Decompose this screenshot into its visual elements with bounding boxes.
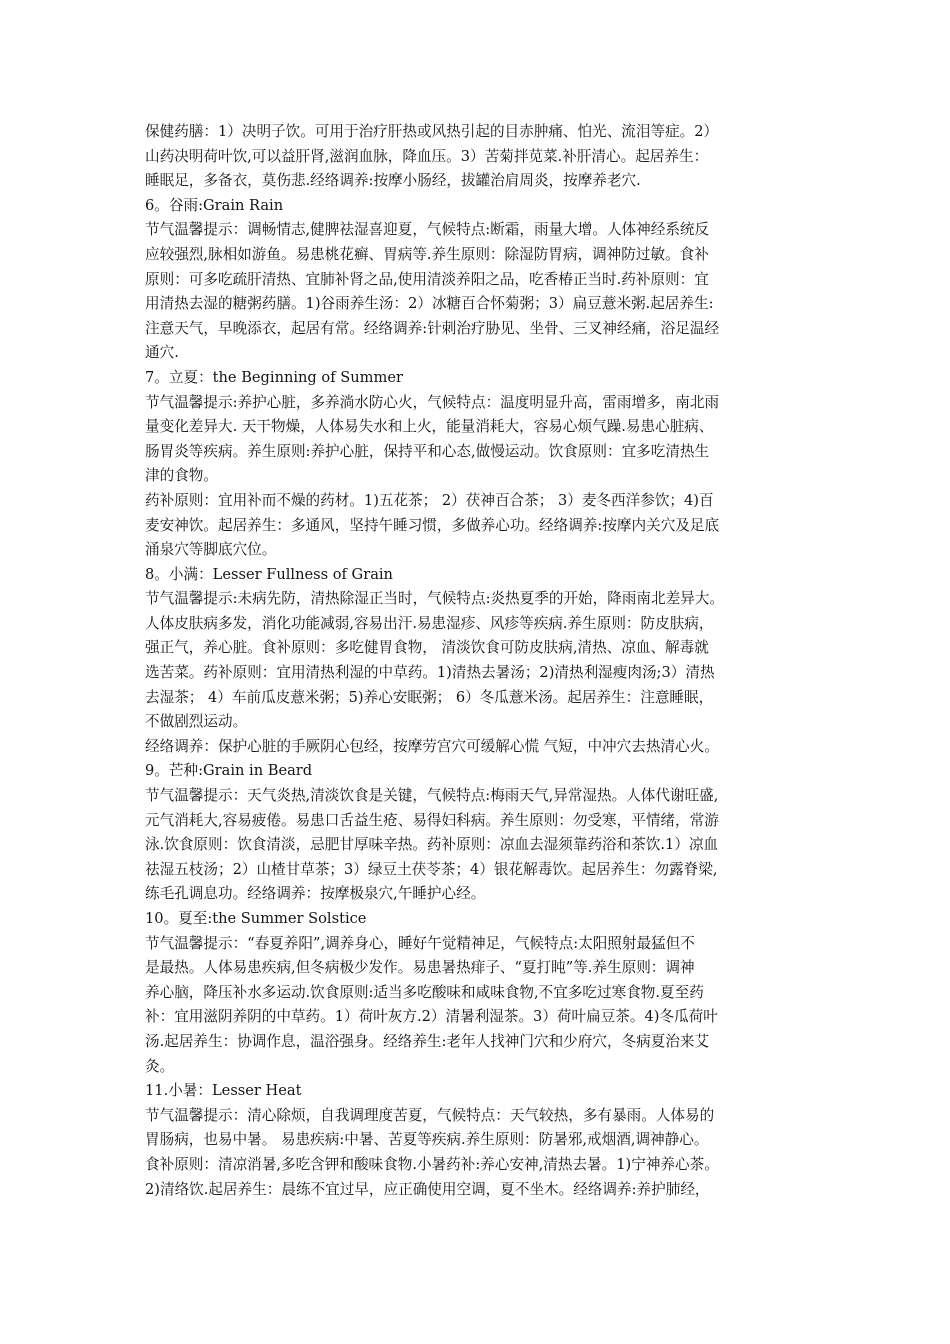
text-line: 山药决明荷叶饮,可以益肝肾,滋润血脉，降血压。3）苦菊拌苋菜.补肝清心。起居养生： — [145, 147, 709, 165]
text-line: 祛湿五枝汤；2）山楂甘草茶；3）绿豆土茯苓茶；4）银花解毒饮。起居养生：勿露脊梁, — [145, 860, 718, 878]
text-line: 节气温馨提示：调畅情志,健脾祛湿喜迎夏，气候特点:断霜，雨量大增。人体神经系统反 — [145, 221, 710, 239]
text-line: 通穴. — [145, 344, 179, 362]
text-line: 练毛孔调息功。经络调养：按摩极泉穴,午睡护心经。 — [145, 885, 486, 903]
text-line: 不做剧烈运动。 — [145, 713, 248, 731]
text-line: 补：宜用滋阴养阴的中草药。1）荷叶灰方.2）清暑利湿茶。3）荷叶扁豆茶。4)冬瓜荷叶 — [145, 1008, 718, 1026]
text-line: 元气消耗大,容易疲倦。易患口舌益生疮、易得妇科病。养生原则：勿受寒，平情绪，常游 — [145, 811, 719, 829]
text-line: 胃肠病，也易中暑。 易患疾病:中暑、苦夏等疾病.养生原则：防暑邪,戒烟酒,调神静心。 — [145, 1131, 709, 1149]
text-line: 9。芒种:Grain in Beard — [145, 762, 313, 780]
text-line: 8。小满：Lesser Fullness of Grain — [145, 565, 393, 583]
text-line: 注意天气，早晚添衣，起居有常。经络调养:针刺治疗胁见、坐骨、三叉神经痛，浴足温经 — [145, 319, 720, 337]
text-line: 用清热去湿的糖粥药膳。1)谷雨养生汤：2）冰糖百合怀菊粥；3）扁豆薏米粥.起居养生: — [145, 295, 714, 313]
text-line: 6。谷雨:Grain Rain — [145, 196, 284, 214]
text-line: 节气温馨提示:未病先防，清热除湿正当时，气候特点:炎热夏季的开始，降雨南北差异大。 — [145, 590, 724, 608]
text-line: 汤.起居养生：协调作息，温浴强身。经络养生:老年人找神门穴和少府穴，冬病夏治来艾 — [145, 1032, 710, 1050]
text-line: 麦安神饮。起居养生：多通风，坚持午睡习惯，多做养心功。经络调养:按摩内关穴及足底 — [145, 516, 720, 534]
text-line: 节气温馨提示：“春夏养阳”,调养身心，睡好午觉精神足，气候特点:太阳照射最猛但不 — [145, 934, 695, 952]
text-line: 节气温馨提示：清心除烦，自我调理度苦夏，气候特点：天气较热，多有暴雨。人体易的 — [145, 1106, 715, 1124]
text-line: 人体皮肤病多发，消化功能减弱,容易出汗.易患湿疹、风疹等疾病.养生原则：防皮肤病， — [145, 614, 714, 632]
text-line: 节气温馨提示：天气炎热,清淡饮食是关键，气候特点:梅雨天气,异常湿热。人体代谢旺盛, — [145, 787, 719, 805]
text-line: 食补原则：清凉消暑,多吃含钾和酸味食物.小暑药补:养心安神,清热去暑。1)宁神养心茶。 — [145, 1155, 719, 1173]
text-line: 应较强烈,脉相如游鱼。易患桃花癣、胃病等.养生原则：除湿防胃病，调神防过敏。食补 — [145, 245, 709, 263]
text-line: 2)清络饮.起居养生：晨练不宜过早，应正确使用空调，夏不坐木。经络调养:养护肺经， — [145, 1180, 710, 1198]
text-line: 津的食物。 — [145, 467, 218, 485]
text-line: 是最热。人体易患疾病,但冬病极少发作。易患暑热痱子、“夏打盹”等.养生原则：调神 — [145, 959, 695, 977]
text-line: 量变化差异大. 天干物燥，人体易失水和上火，能量消耗大，容易心烦气躁.易患心脏病、 — [145, 418, 714, 436]
text-line: 7。立夏：the Beginning of Summer — [145, 368, 403, 386]
text-line: 节气温馨提示:养护心脏，多养淌水防心火，气候特点：温度明显升高，雷雨增多，南北雨 — [145, 393, 720, 411]
text-line: 睡眠足，多备衣，莫伤悲.经络调养:按摩小肠经，拔罐治肩周炎，按摩养老穴. — [145, 172, 641, 190]
text-line: 药补原则：宜用补而不燥的药材。1)五花茶； 2）茯神百合茶； 3）麦冬西洋参饮；4)百 — [145, 491, 714, 509]
text-line: 涌泉穴等脚底穴位。 — [145, 541, 277, 559]
document-page — [145, 120, 825, 1202]
text-line: 灸。 — [145, 1057, 175, 1075]
text-line: 去湿茶； 4）车前瓜皮薏米粥；5)养心安眠粥； 6）冬瓜薏米汤。起居养生：注意睡眠， — [145, 688, 714, 706]
text-line: 原则：可多吃疏肝清热、宜肺补肾之品,使用清淡养阳之品，吃香椿正当时.药补原则：宜 — [145, 270, 709, 288]
text-line: 经络调养：保护心脏的手厥阴心包经，按摩劳宫穴可缓解心慌 气短，中冲穴去热清心火。 — [145, 737, 719, 755]
text-line: 10。夏至:the Summer Solstice — [145, 910, 367, 927]
text-line: 肠胃炎等疾病。养生原则:养护心脏，保持平和心态,做慢运动。饮食原则：宜多吃清热生 — [145, 442, 710, 460]
text-line: 养心脑，降压补水多运动.饮食原则:适当多吃酸味和咸味食物,不宜多吃过寒食物.夏至药 — [145, 983, 704, 1001]
text-line: 11.小暑：Lesser Heat — [145, 1082, 302, 1100]
text-line: 保健药膳：1）决明子饮。可用于治疗肝热或风热引起的目赤肿痛、怕光、流泪等症。2） — [145, 123, 719, 140]
text-line: 泳.饮食原则：饮食清淡，忌肥甘厚味辛热。药补原则：凉血去湿须靠药浴和茶饮.1）凉血 — [145, 836, 719, 854]
text-line: 强正气，养心脏。食补原则：多吃健胃食物， 清淡饮食可防皮肤病,清热、凉血、解毒就 — [145, 639, 709, 657]
text-line: 选苦菜。药补原则：宜用清热利湿的中草药。1)清热去暑汤；2)清热利湿瘦肉汤;3）清热 — [145, 664, 715, 682]
